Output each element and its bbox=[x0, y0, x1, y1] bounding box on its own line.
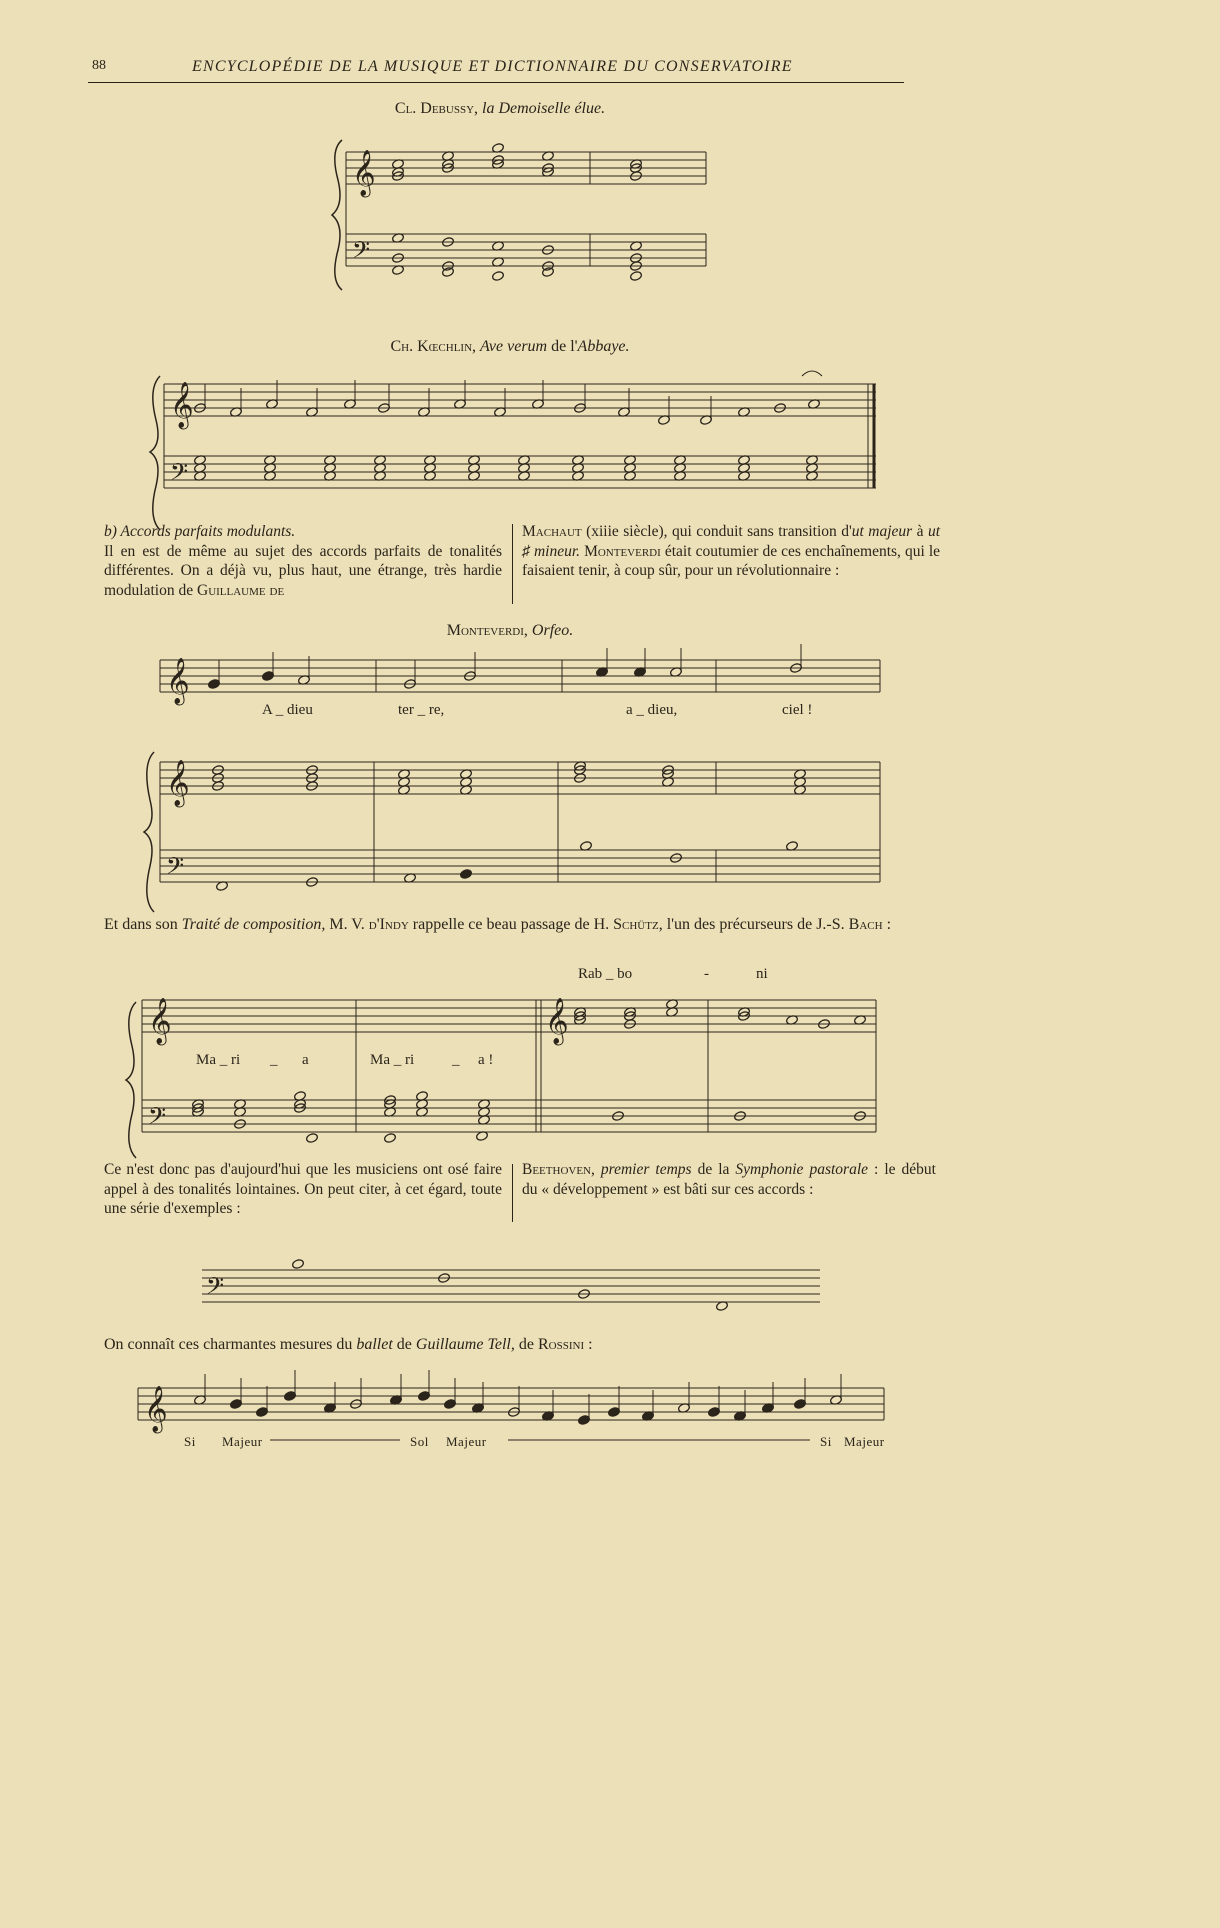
note-head bbox=[294, 1091, 307, 1102]
note-head bbox=[472, 1403, 485, 1414]
indy-paragraph bbox=[104, 914, 940, 935]
note-head bbox=[264, 463, 277, 474]
note-head bbox=[596, 667, 609, 678]
svg-text:𝄞: 𝄞 bbox=[545, 998, 569, 1044]
example-2-caption bbox=[300, 338, 720, 356]
note-head bbox=[578, 1289, 591, 1300]
note-head bbox=[460, 769, 473, 780]
section-b-left-text: Il en est de même au sujet des accords parfaits de tonalités différentes. On a déjà vu, plus haut, une étrange, très hardie modulation de bbox=[104, 542, 502, 599]
section-b-right-text3: était coutumier de ces enchaînements, qui le faisaient tenir, à coup sûr, pour un révolutionnaire : bbox=[522, 542, 941, 579]
note-head bbox=[398, 785, 411, 796]
note-head bbox=[398, 769, 411, 780]
example-4-lower-lyric-1: Ma _ ri bbox=[196, 1052, 241, 1068]
example-4-lower-lyric-2: _ bbox=[270, 1052, 278, 1068]
note-head bbox=[444, 1399, 457, 1410]
note-head bbox=[806, 455, 819, 466]
note-head bbox=[542, 163, 555, 174]
note-head bbox=[306, 773, 319, 784]
note-head bbox=[574, 773, 587, 784]
note-head bbox=[794, 785, 807, 796]
note-head bbox=[662, 769, 675, 780]
lointaines-right bbox=[522, 1160, 936, 1199]
note-head bbox=[192, 1103, 205, 1114]
indy-t4: d'Indy bbox=[368, 916, 409, 933]
note-head bbox=[738, 455, 751, 466]
note-head bbox=[194, 1395, 207, 1406]
note-head bbox=[478, 1099, 491, 1110]
note-head bbox=[294, 1103, 307, 1114]
note-head bbox=[384, 1107, 397, 1118]
svg-text:𝄞: 𝄞 bbox=[170, 382, 194, 428]
note-head bbox=[476, 1131, 489, 1142]
example-3-lyric-1: A _ dieu bbox=[262, 702, 313, 718]
svg-text:𝄢: 𝄢 bbox=[170, 458, 189, 491]
note-head bbox=[350, 1399, 363, 1410]
section-b-right-name1: Machaut bbox=[522, 523, 582, 540]
rossini-t5: de bbox=[518, 1336, 534, 1353]
note-head bbox=[608, 1407, 621, 1418]
note-head bbox=[418, 1391, 431, 1402]
note-head bbox=[212, 765, 225, 776]
note-head bbox=[670, 667, 683, 678]
note-head bbox=[192, 1099, 205, 1110]
note-head bbox=[460, 785, 473, 796]
section-b-left-name: Guillaume de bbox=[197, 581, 285, 599]
note-head bbox=[818, 1019, 831, 1030]
note-head bbox=[542, 261, 555, 272]
note-head bbox=[738, 471, 751, 482]
note-head bbox=[416, 1091, 429, 1102]
note-head bbox=[492, 143, 505, 154]
note-head bbox=[574, 765, 587, 776]
lointaines-right-text2: : le début du « développement » est bâti sur ces accords : bbox=[522, 1161, 936, 1198]
note-head bbox=[416, 1099, 429, 1110]
key-label-2a: Sol bbox=[410, 1434, 429, 1449]
note-head bbox=[306, 765, 319, 776]
note-head bbox=[492, 257, 505, 268]
note-head bbox=[774, 403, 787, 414]
note-head bbox=[580, 841, 593, 852]
note-head bbox=[642, 1411, 655, 1422]
note-head bbox=[194, 463, 207, 474]
indy-t7: l'un des précurseurs de bbox=[666, 916, 813, 933]
note-head bbox=[734, 1111, 747, 1122]
note-head bbox=[518, 463, 531, 474]
example-4-lower-lyric-6: a ! bbox=[478, 1052, 494, 1068]
key-label-3a: Si bbox=[820, 1434, 832, 1449]
note-head bbox=[424, 455, 437, 466]
example-4-upper-lyric-1: Rab _ bo bbox=[578, 966, 633, 982]
note-head bbox=[306, 781, 319, 792]
note-head bbox=[442, 261, 455, 272]
indy-t8: J.-S. Bach bbox=[816, 916, 883, 933]
note-head bbox=[572, 471, 585, 482]
note-head bbox=[468, 471, 481, 482]
note-head bbox=[624, 1011, 637, 1022]
rossini-t1: On connaît ces charmantes mesures du bbox=[104, 1336, 353, 1353]
note-head bbox=[392, 265, 405, 276]
svg-text:𝄢: 𝄢 bbox=[166, 852, 185, 885]
key-label-2b: Majeur bbox=[446, 1434, 487, 1449]
note-head bbox=[806, 471, 819, 482]
note-head bbox=[738, 1011, 751, 1022]
note-head bbox=[392, 167, 405, 178]
example-3-caption bbox=[380, 622, 640, 640]
key-label-1b: Majeur bbox=[222, 1434, 263, 1449]
note-head bbox=[542, 1411, 555, 1422]
note-head bbox=[492, 155, 505, 166]
note-head bbox=[508, 1407, 521, 1418]
note-head bbox=[230, 407, 243, 418]
note-head bbox=[216, 881, 229, 892]
note-head bbox=[392, 253, 405, 264]
note-head bbox=[212, 781, 225, 792]
note-head bbox=[404, 679, 417, 690]
note-head bbox=[378, 403, 391, 414]
note-head bbox=[624, 455, 637, 466]
rossini-t6: Rossini bbox=[537, 1336, 585, 1353]
note-head bbox=[574, 1007, 587, 1018]
note-head bbox=[324, 463, 337, 474]
note-head bbox=[854, 1015, 867, 1026]
lointaines-right-name: Beethoven, bbox=[522, 1161, 595, 1178]
note-head bbox=[666, 999, 679, 1010]
note-head bbox=[806, 463, 819, 474]
svg-text:𝄞: 𝄞 bbox=[148, 998, 172, 1044]
rossini-t4: Guillaume Tell, bbox=[415, 1336, 515, 1353]
note-head bbox=[294, 1099, 307, 1110]
section-b-right-it1: ut majeur bbox=[851, 523, 913, 540]
note-head bbox=[392, 233, 405, 244]
example-1-caption bbox=[300, 100, 700, 118]
example-3-lyric-3: a _ dieu, bbox=[626, 702, 678, 718]
note-head bbox=[612, 1111, 625, 1122]
note-head bbox=[786, 841, 799, 852]
example-4-lower-lyric-4: Ma _ ri bbox=[370, 1052, 415, 1068]
note-head bbox=[624, 471, 637, 482]
note-head bbox=[794, 777, 807, 788]
note-head bbox=[262, 671, 275, 682]
note-head bbox=[624, 1007, 637, 1018]
note-head bbox=[678, 1403, 691, 1414]
note-head bbox=[666, 1007, 679, 1018]
note-head bbox=[416, 1107, 429, 1118]
note-head bbox=[234, 1099, 247, 1110]
column-divider-2 bbox=[512, 1164, 513, 1222]
svg-text:𝄞: 𝄞 bbox=[144, 1386, 168, 1432]
note-head bbox=[492, 241, 505, 252]
note-head bbox=[674, 471, 687, 482]
indy-t1: Et dans son bbox=[104, 916, 178, 933]
note-head bbox=[808, 399, 821, 410]
example-3-work: Orfeo. bbox=[531, 622, 574, 639]
section-b-left bbox=[104, 522, 502, 600]
note-head bbox=[264, 455, 277, 466]
note-head bbox=[404, 873, 417, 884]
note-head bbox=[630, 171, 643, 182]
note-head bbox=[392, 171, 405, 182]
note-head bbox=[194, 403, 207, 414]
lointaines-right-it2: Symphonie pastorale bbox=[735, 1161, 868, 1178]
indy-t6: H. Schütz, bbox=[593, 916, 663, 933]
note-head bbox=[454, 399, 467, 410]
note-head bbox=[344, 399, 357, 410]
note-head bbox=[194, 471, 207, 482]
indy-t5: rappelle ce beau passage de bbox=[412, 916, 590, 933]
note-head bbox=[578, 1415, 591, 1426]
note-head bbox=[264, 471, 277, 482]
note-head bbox=[624, 1019, 637, 1030]
note-head bbox=[374, 455, 387, 466]
key-label-1a: Si bbox=[184, 1434, 196, 1449]
note-head bbox=[324, 1403, 337, 1414]
note-head bbox=[298, 675, 311, 686]
note-head bbox=[762, 1403, 775, 1414]
note-head bbox=[398, 777, 411, 788]
note-head bbox=[478, 1115, 491, 1126]
note-head bbox=[700, 415, 713, 426]
note-head bbox=[734, 1411, 747, 1422]
example-3-lyric-4: ciel ! bbox=[782, 702, 813, 718]
note-head bbox=[738, 1007, 751, 1018]
note-head bbox=[542, 151, 555, 162]
note-head bbox=[208, 679, 221, 690]
example-3-composer: Monteverdi, bbox=[446, 622, 528, 639]
note-head bbox=[494, 407, 507, 418]
note-head bbox=[794, 769, 807, 780]
note-head bbox=[574, 761, 587, 772]
note-head bbox=[738, 463, 751, 474]
note-head bbox=[324, 455, 337, 466]
lointaines-right-text1: de la bbox=[697, 1161, 730, 1178]
note-head bbox=[256, 1407, 269, 1418]
note-head bbox=[830, 1395, 843, 1406]
column-divider-1 bbox=[512, 524, 513, 604]
note-head bbox=[306, 1133, 319, 1144]
note-head bbox=[384, 1099, 397, 1110]
note-head bbox=[374, 471, 387, 482]
note-head bbox=[572, 463, 585, 474]
note-head bbox=[662, 765, 675, 776]
section-b-heading: b) Accords parfaits modulants. bbox=[104, 523, 296, 540]
key-label-3b: Majeur bbox=[844, 1434, 885, 1449]
svg-text:𝄞: 𝄞 bbox=[166, 760, 190, 806]
section-b-right bbox=[522, 522, 940, 581]
section-b-right-text1: (xiiie siècle), qui conduit sans transition d' bbox=[586, 523, 852, 540]
note-head bbox=[194, 455, 207, 466]
note-head bbox=[374, 463, 387, 474]
note-head bbox=[574, 1011, 587, 1022]
section-b-right-text2: à bbox=[916, 523, 924, 540]
section-b-right-name2: Monteverdi bbox=[584, 542, 661, 560]
note-head bbox=[854, 1111, 867, 1122]
note-head bbox=[574, 1015, 587, 1026]
note-head bbox=[306, 877, 319, 888]
note-head bbox=[442, 267, 455, 278]
note-head bbox=[790, 663, 803, 674]
note-head bbox=[618, 407, 631, 418]
lointaines-left: Ce n'est donc pas d'aujourd'hui que les musiciens ont osé faire appel à des tonalités lointaines. On peut citer, à cet égard, toute une série d'exemples : bbox=[104, 1161, 502, 1217]
indy-t2: Traité de composition, bbox=[181, 916, 326, 933]
svg-text:𝄢: 𝄢 bbox=[352, 236, 371, 269]
note-head bbox=[468, 463, 481, 474]
note-head bbox=[624, 463, 637, 474]
note-head bbox=[460, 777, 473, 788]
example-2-work-mid: de l' bbox=[551, 338, 578, 355]
note-head bbox=[492, 271, 505, 282]
note-head bbox=[384, 1133, 397, 1144]
note-head bbox=[464, 671, 477, 682]
note-head bbox=[234, 1119, 247, 1130]
svg-text:𝄞: 𝄞 bbox=[166, 658, 190, 704]
note-head bbox=[708, 1407, 721, 1418]
note-head bbox=[574, 403, 587, 414]
note-head bbox=[424, 471, 437, 482]
note-head bbox=[192, 1107, 205, 1118]
note-head bbox=[442, 151, 455, 162]
note-head bbox=[674, 463, 687, 474]
note-head bbox=[442, 159, 455, 170]
example-2-composer: Ch. Kœchlin, bbox=[390, 338, 477, 355]
note-head bbox=[306, 407, 319, 418]
note-head bbox=[630, 261, 643, 272]
section-b-right-it2: ut ♯ mineur. bbox=[522, 523, 941, 560]
example-2-work-a: Ave verum bbox=[480, 338, 548, 355]
note-head bbox=[234, 1107, 247, 1118]
example-1-work: la Demoiselle élue. bbox=[482, 100, 606, 117]
rossini-sentence bbox=[104, 1334, 940, 1355]
rossini-t7: : bbox=[588, 1336, 593, 1353]
indy-t3: M. V. bbox=[329, 916, 365, 933]
note-head bbox=[438, 1273, 451, 1284]
example-4-lower-lyric-5: _ bbox=[452, 1052, 460, 1068]
running-title: ENCYCLOPÉDIE DE LA MUSIQUE ET DICTIONNAIRE DU CONSERVATOIRE bbox=[192, 58, 793, 75]
note-head bbox=[468, 455, 481, 466]
note-head bbox=[442, 163, 455, 174]
note-head bbox=[266, 399, 279, 410]
note-head bbox=[460, 869, 473, 880]
indy-t9: : bbox=[886, 916, 892, 933]
note-head bbox=[630, 253, 643, 264]
note-head bbox=[212, 773, 225, 784]
rossini-t3: de bbox=[396, 1336, 412, 1353]
rossini-t2: ballet bbox=[356, 1336, 393, 1353]
note-head bbox=[390, 1395, 403, 1406]
note-head bbox=[384, 1095, 397, 1106]
note-head bbox=[630, 163, 643, 174]
svg-text:𝄢: 𝄢 bbox=[148, 1102, 167, 1135]
note-head bbox=[230, 1399, 243, 1410]
note-head bbox=[442, 237, 455, 248]
note-head bbox=[738, 407, 751, 418]
svg-text:𝄢: 𝄢 bbox=[206, 1272, 225, 1305]
note-head bbox=[418, 407, 431, 418]
note-head bbox=[478, 1107, 491, 1118]
note-head bbox=[284, 1391, 297, 1402]
example-4-lower-lyric-3: a bbox=[302, 1052, 309, 1068]
note-head bbox=[786, 1015, 799, 1026]
note-head bbox=[674, 455, 687, 466]
note-head bbox=[492, 159, 505, 170]
page-number: 88 bbox=[92, 58, 106, 73]
note-head bbox=[518, 455, 531, 466]
note-head bbox=[532, 399, 545, 410]
note-head bbox=[542, 167, 555, 178]
note-head bbox=[542, 245, 555, 256]
example-4-upper-lyric-3: ni bbox=[756, 966, 768, 982]
example-2-work-b: Abbaye. bbox=[577, 338, 630, 355]
note-head bbox=[292, 1259, 305, 1270]
example-4-upper-lyric-2: - bbox=[704, 966, 709, 982]
note-head bbox=[794, 1399, 807, 1410]
note-head bbox=[716, 1301, 729, 1312]
note-head bbox=[424, 463, 437, 474]
lointaines-right-it1: premier temps bbox=[600, 1161, 692, 1178]
note-head bbox=[630, 159, 643, 170]
note-head bbox=[630, 241, 643, 252]
running-header bbox=[88, 56, 904, 83]
note-head bbox=[542, 267, 555, 278]
note-head bbox=[392, 159, 405, 170]
note-head bbox=[658, 415, 671, 426]
note-head bbox=[634, 667, 647, 678]
example-1-composer: Cl. Debussy, bbox=[394, 100, 479, 117]
note-head bbox=[572, 455, 585, 466]
note-head bbox=[630, 271, 643, 282]
note-head bbox=[518, 471, 531, 482]
svg-text:𝄞: 𝄞 bbox=[352, 150, 376, 196]
note-head bbox=[662, 777, 675, 788]
example-3-lyric-2: ter _ re, bbox=[398, 702, 445, 718]
note-head bbox=[324, 471, 337, 482]
note-head bbox=[670, 853, 683, 864]
